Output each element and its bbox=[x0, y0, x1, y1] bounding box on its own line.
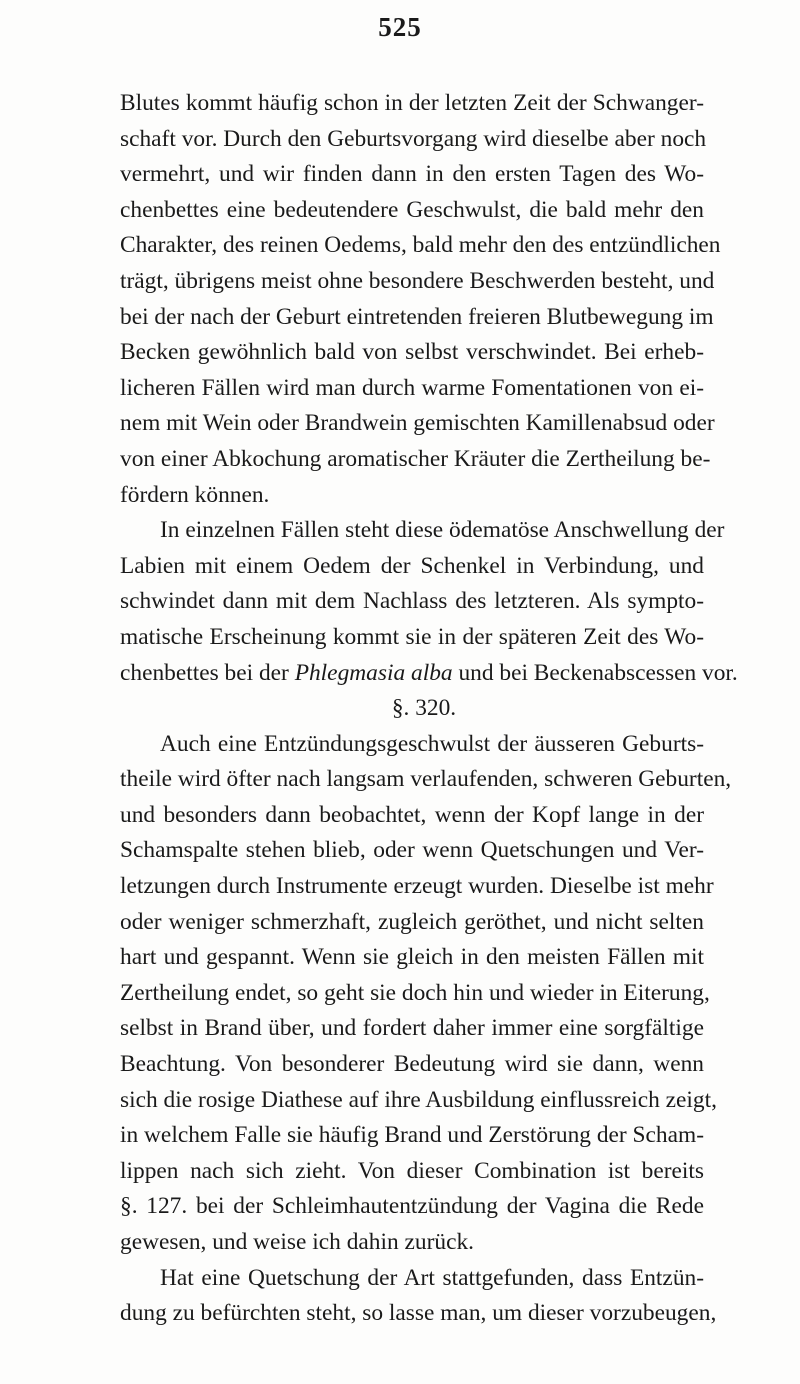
text-line: Becken gewöhnlich bald von selbst verschwindet. Bei erheb- bbox=[120, 339, 704, 366]
paragraph-3 bbox=[120, 727, 732, 1261]
text-line: In einzelnen Fällen steht diese ödematöse Anschwellung der bbox=[160, 517, 725, 544]
text-line: vermehrt, und wir finden dann in den ersten Tagen des Wo- bbox=[120, 161, 704, 188]
text-line: matische Erscheinung kommt sie in der späteren Zeit des Wo- bbox=[120, 623, 704, 650]
text-line: fördern können. bbox=[120, 481, 270, 508]
text-line: in welchem Falle sie häufig Brand und Zerstörung der Scham- bbox=[120, 1122, 704, 1149]
page-number: 525 bbox=[378, 12, 422, 42]
text-line: gewesen, und weise ich dahin zurück. bbox=[120, 1229, 474, 1255]
text-line: Hat eine Quetschung der Art stattgefunden, dass Entzün- bbox=[160, 1264, 704, 1291]
paragraph-4 bbox=[120, 1261, 717, 1332]
section-heading: §. 320. bbox=[391, 695, 457, 722]
text-line: Beachtung. Von besonderer Bedeutung wird sie dann, wenn bbox=[120, 1051, 704, 1078]
text-line: schwindet dann mit dem Nachlass des letzteren. Als sympto- bbox=[120, 588, 704, 615]
text-line: von einer Abkochung aromatischer Kräuter die Zertheilung be- bbox=[120, 445, 711, 472]
paragraph-1 bbox=[120, 86, 721, 513]
text-line: Blutes kommt häufig schon in der letzten Zeit der Schwanger- bbox=[120, 90, 704, 116]
text-line: Schamspalte stehen blieb, oder wenn Quetschungen und Ver- bbox=[120, 837, 704, 864]
body-text bbox=[120, 86, 738, 1332]
text-line: dung zu befürchten steht, so lasse man, um dieser vorzubeugen, bbox=[120, 1300, 717, 1327]
text-line: Auch eine Entzündungsgeschwulst der äusseren Geburts- bbox=[160, 730, 704, 757]
text-line: Zertheilung endet, so geht sie doch hin und wieder in Eiterung, bbox=[120, 979, 710, 1006]
text-line: Labien mit einem Oedem der Schenkel in Verbindung, und bbox=[120, 552, 704, 579]
text-line: schaft vor. Durch den Geburtsvorgang wird dieselbe aber noch bbox=[120, 125, 707, 152]
text-line-with-italic bbox=[120, 656, 738, 692]
text-line: sich die rosige Diathese auf ihre Ausbildung einflussreich zeigt, bbox=[120, 1086, 717, 1113]
text-line: letzungen durch Instrumente erzeugt wurden. Dieselbe ist mehr bbox=[120, 873, 714, 900]
text-line: lippen nach sich zieht. Von dieser Combination ist bereits bbox=[120, 1157, 704, 1184]
text-line: und besonders dann beobachtet, wenn der Kopf lange in der bbox=[120, 801, 704, 828]
text-line: Charakter, des reinen Oedems, bald mehr den des entzündlichen bbox=[120, 232, 721, 259]
text-line: nem mit Wein oder Brandwein gemischten Kamillenabsud oder bbox=[120, 410, 715, 437]
text-line: chenbettes eine bedeutendere Geschwulst, die bald mehr den bbox=[120, 196, 704, 223]
text-line: §. 127. bei der Schleimhautentzündung der Vagina die Rede bbox=[120, 1193, 704, 1220]
text-line: selbst in Brand über, und fordert daher immer eine sorgfältige bbox=[120, 1015, 704, 1042]
text-line: bei der nach der Geburt eintretenden freieren Blutbewegung im bbox=[120, 303, 714, 330]
text-line: oder weniger schmerzhaft, zugleich geröthet, und nicht selten bbox=[120, 908, 704, 935]
text-line: hart und gespannt. Wenn sie gleich in den meisten Fällen mit bbox=[120, 944, 704, 971]
text-span: und bei Beckenabscessen vor. bbox=[452, 659, 738, 686]
text-span: chenbettes bei der bbox=[120, 659, 295, 686]
text-line: theile wird öfter nach langsam verlaufenden, schweren Geburten, bbox=[120, 766, 732, 793]
paragraph-2 bbox=[120, 513, 738, 691]
italic-term: Phlegmasia alba bbox=[294, 659, 453, 686]
text-line: licheren Fällen wird man durch warme Fomentationen von ei- bbox=[120, 374, 704, 401]
text-line: trägt, übrigens meist ohne besondere Beschwerden besteht, und bbox=[120, 267, 715, 294]
